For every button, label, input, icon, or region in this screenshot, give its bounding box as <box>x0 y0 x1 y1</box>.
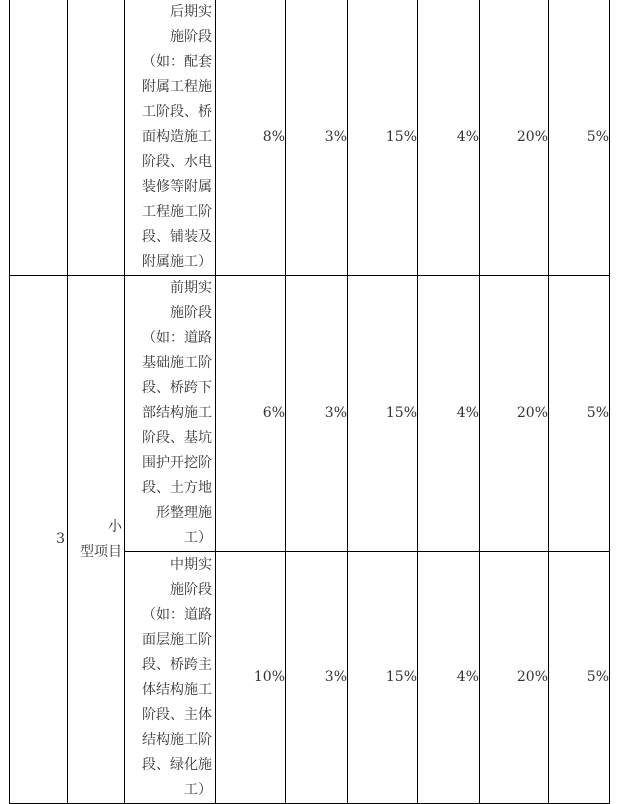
table-row <box>10 276 610 552</box>
stage-line: 部结构施工 <box>142 405 212 421</box>
stage-line: 段、铺装及 <box>142 229 212 245</box>
stage-line: 工） <box>184 530 212 546</box>
stage-line: 基础施工阶 <box>142 355 212 371</box>
stage-line: 前期实 <box>170 280 212 296</box>
project-type-line: 小 <box>108 518 122 535</box>
project-type-cell <box>68 0 125 276</box>
stage-line: 施阶段 <box>170 29 212 45</box>
stage-line: 段、桥跨下 <box>142 380 212 396</box>
rate-cell: 20% <box>480 0 549 276</box>
stage-line: 阶段、主体 <box>142 706 212 723</box>
index-cell <box>10 0 68 276</box>
rate-cell: 4% <box>418 0 480 276</box>
rate-cell: 4% <box>418 552 480 804</box>
stage-line: 形整理施 <box>156 505 212 521</box>
stage-line: 附属施工） <box>142 254 212 270</box>
stage-line: 工） <box>184 781 212 798</box>
project-type-cell <box>68 276 125 804</box>
stage-cell <box>125 552 216 804</box>
stage-line: （如：配套 <box>142 54 212 70</box>
stage-line: 施阶段 <box>170 581 212 598</box>
stage-line: 围护开挖阶 <box>142 455 212 471</box>
rate-cell: 15% <box>348 276 418 552</box>
stage-line: 附属工程施 <box>142 79 212 95</box>
stage-line: 阶段、水电 <box>142 154 212 170</box>
project-type-line: 型项目 <box>80 543 122 560</box>
rate-cell: 10% <box>216 552 286 804</box>
stage-line: 段、绿化施 <box>142 756 212 773</box>
stage-line: 施阶段 <box>170 305 212 321</box>
rate-cell: 20% <box>480 552 549 804</box>
stage-line: 段、桥跨主 <box>142 656 212 673</box>
stage-line: 工程施工阶 <box>142 204 212 220</box>
rate-cell: 5% <box>549 0 610 276</box>
stage-line: （如：道路 <box>142 330 212 346</box>
fee-rate-table <box>9 0 610 804</box>
table-row <box>10 0 610 276</box>
rate-cell: 6% <box>216 276 286 552</box>
rate-cell: 3% <box>286 0 348 276</box>
stage-line: 面层施工阶 <box>142 631 212 648</box>
rate-cell: 5% <box>549 276 610 552</box>
stage-line: （如：道路 <box>142 606 212 623</box>
rate-cell: 3% <box>286 276 348 552</box>
stage-line: 体结构施工 <box>142 681 212 698</box>
index-cell: 3 <box>10 276 68 804</box>
rate-cell: 20% <box>480 276 549 552</box>
rate-cell: 5% <box>549 552 610 804</box>
stage-line: 工阶段、桥 <box>142 104 212 120</box>
stage-line: 阶段、基坑 <box>142 430 212 446</box>
stage-line: 面构造施工 <box>142 129 212 145</box>
stage-cell <box>125 276 216 552</box>
stage-line: 后期实 <box>170 4 212 20</box>
rate-cell: 15% <box>348 552 418 804</box>
rate-cell: 8% <box>216 0 286 276</box>
rate-cell: 4% <box>418 276 480 552</box>
stage-line: 中期实 <box>170 556 212 573</box>
rate-cell: 15% <box>348 0 418 276</box>
stage-line: 段、土方地 <box>142 480 212 496</box>
rate-cell: 3% <box>286 552 348 804</box>
stage-line: 装修等附属 <box>142 179 212 195</box>
stage-line: 结构施工阶 <box>142 731 212 748</box>
stage-cell <box>125 0 216 276</box>
